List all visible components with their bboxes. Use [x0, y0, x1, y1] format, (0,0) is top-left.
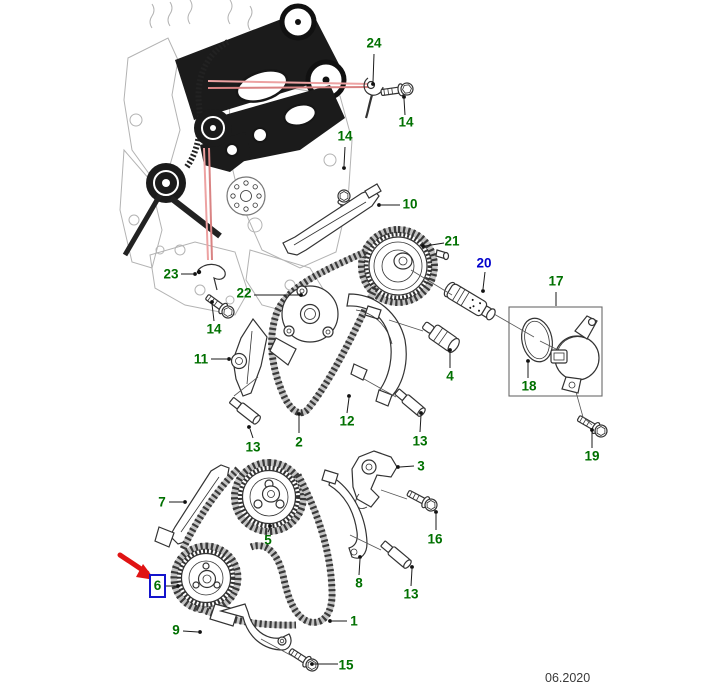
callout-6[interactable]: 6	[153, 578, 162, 594]
callout-18[interactable]: 18	[521, 378, 537, 394]
callout-13-bottom[interactable]: 13	[403, 586, 419, 602]
part-15-bolt	[287, 646, 320, 673]
callout-10[interactable]: 10	[402, 196, 418, 212]
part-5-sprocket-art	[240, 468, 298, 526]
part-20-art	[442, 281, 498, 323]
callout-1[interactable]: 1	[350, 613, 358, 629]
callout-9[interactable]: 9	[172, 622, 180, 638]
callout-5[interactable]: 5	[264, 532, 272, 548]
callout-24[interactable]: 24	[366, 35, 382, 51]
callout-3[interactable]: 3	[417, 458, 425, 474]
callout-20[interactable]: 20	[476, 255, 492, 271]
callout-8[interactable]: 8	[355, 575, 363, 591]
callout-14-lower[interactable]: 14	[206, 321, 222, 337]
part-6-sprocket-art	[179, 551, 233, 605]
part-22-art	[270, 286, 338, 365]
part-3-art	[352, 451, 397, 509]
callout-2[interactable]: 2	[295, 434, 303, 450]
callout-12[interactable]: 12	[339, 413, 355, 429]
callout-13-left[interactable]: 13	[245, 439, 261, 455]
part-14-bolt-top	[380, 82, 413, 98]
part-16-bolt	[405, 487, 439, 513]
callout-14-upper[interactable]: 14	[337, 128, 353, 144]
callout-14-top-right[interactable]: 14	[398, 114, 414, 130]
part-13-pin-bottom	[380, 540, 413, 570]
engine-assembly-art	[120, 0, 352, 318]
part-11-art	[232, 319, 268, 396]
part-23-art	[197, 264, 225, 290]
callout-23[interactable]: 23	[163, 266, 179, 282]
callout-19[interactable]: 19	[584, 448, 600, 464]
callout-15[interactable]: 15	[338, 657, 354, 673]
part-4-art	[420, 318, 462, 354]
callout-11[interactable]: 11	[193, 351, 209, 367]
part-24-art	[364, 78, 391, 118]
callout-7[interactable]: 7	[158, 494, 166, 510]
callout-16[interactable]: 16	[427, 531, 443, 547]
callout-13-mid[interactable]: 13	[412, 433, 428, 449]
callout-21[interactable]: 21	[444, 233, 460, 249]
callout-17[interactable]: 17	[548, 273, 564, 289]
callout-6-selected-box[interactable]	[149, 574, 166, 598]
footer-date: 06.2020	[545, 671, 591, 685]
callout-22[interactable]: 22	[236, 285, 252, 301]
part-12-art	[347, 294, 406, 406]
part-13-pin-left	[228, 396, 261, 425]
callout-4[interactable]: 4	[446, 368, 454, 384]
